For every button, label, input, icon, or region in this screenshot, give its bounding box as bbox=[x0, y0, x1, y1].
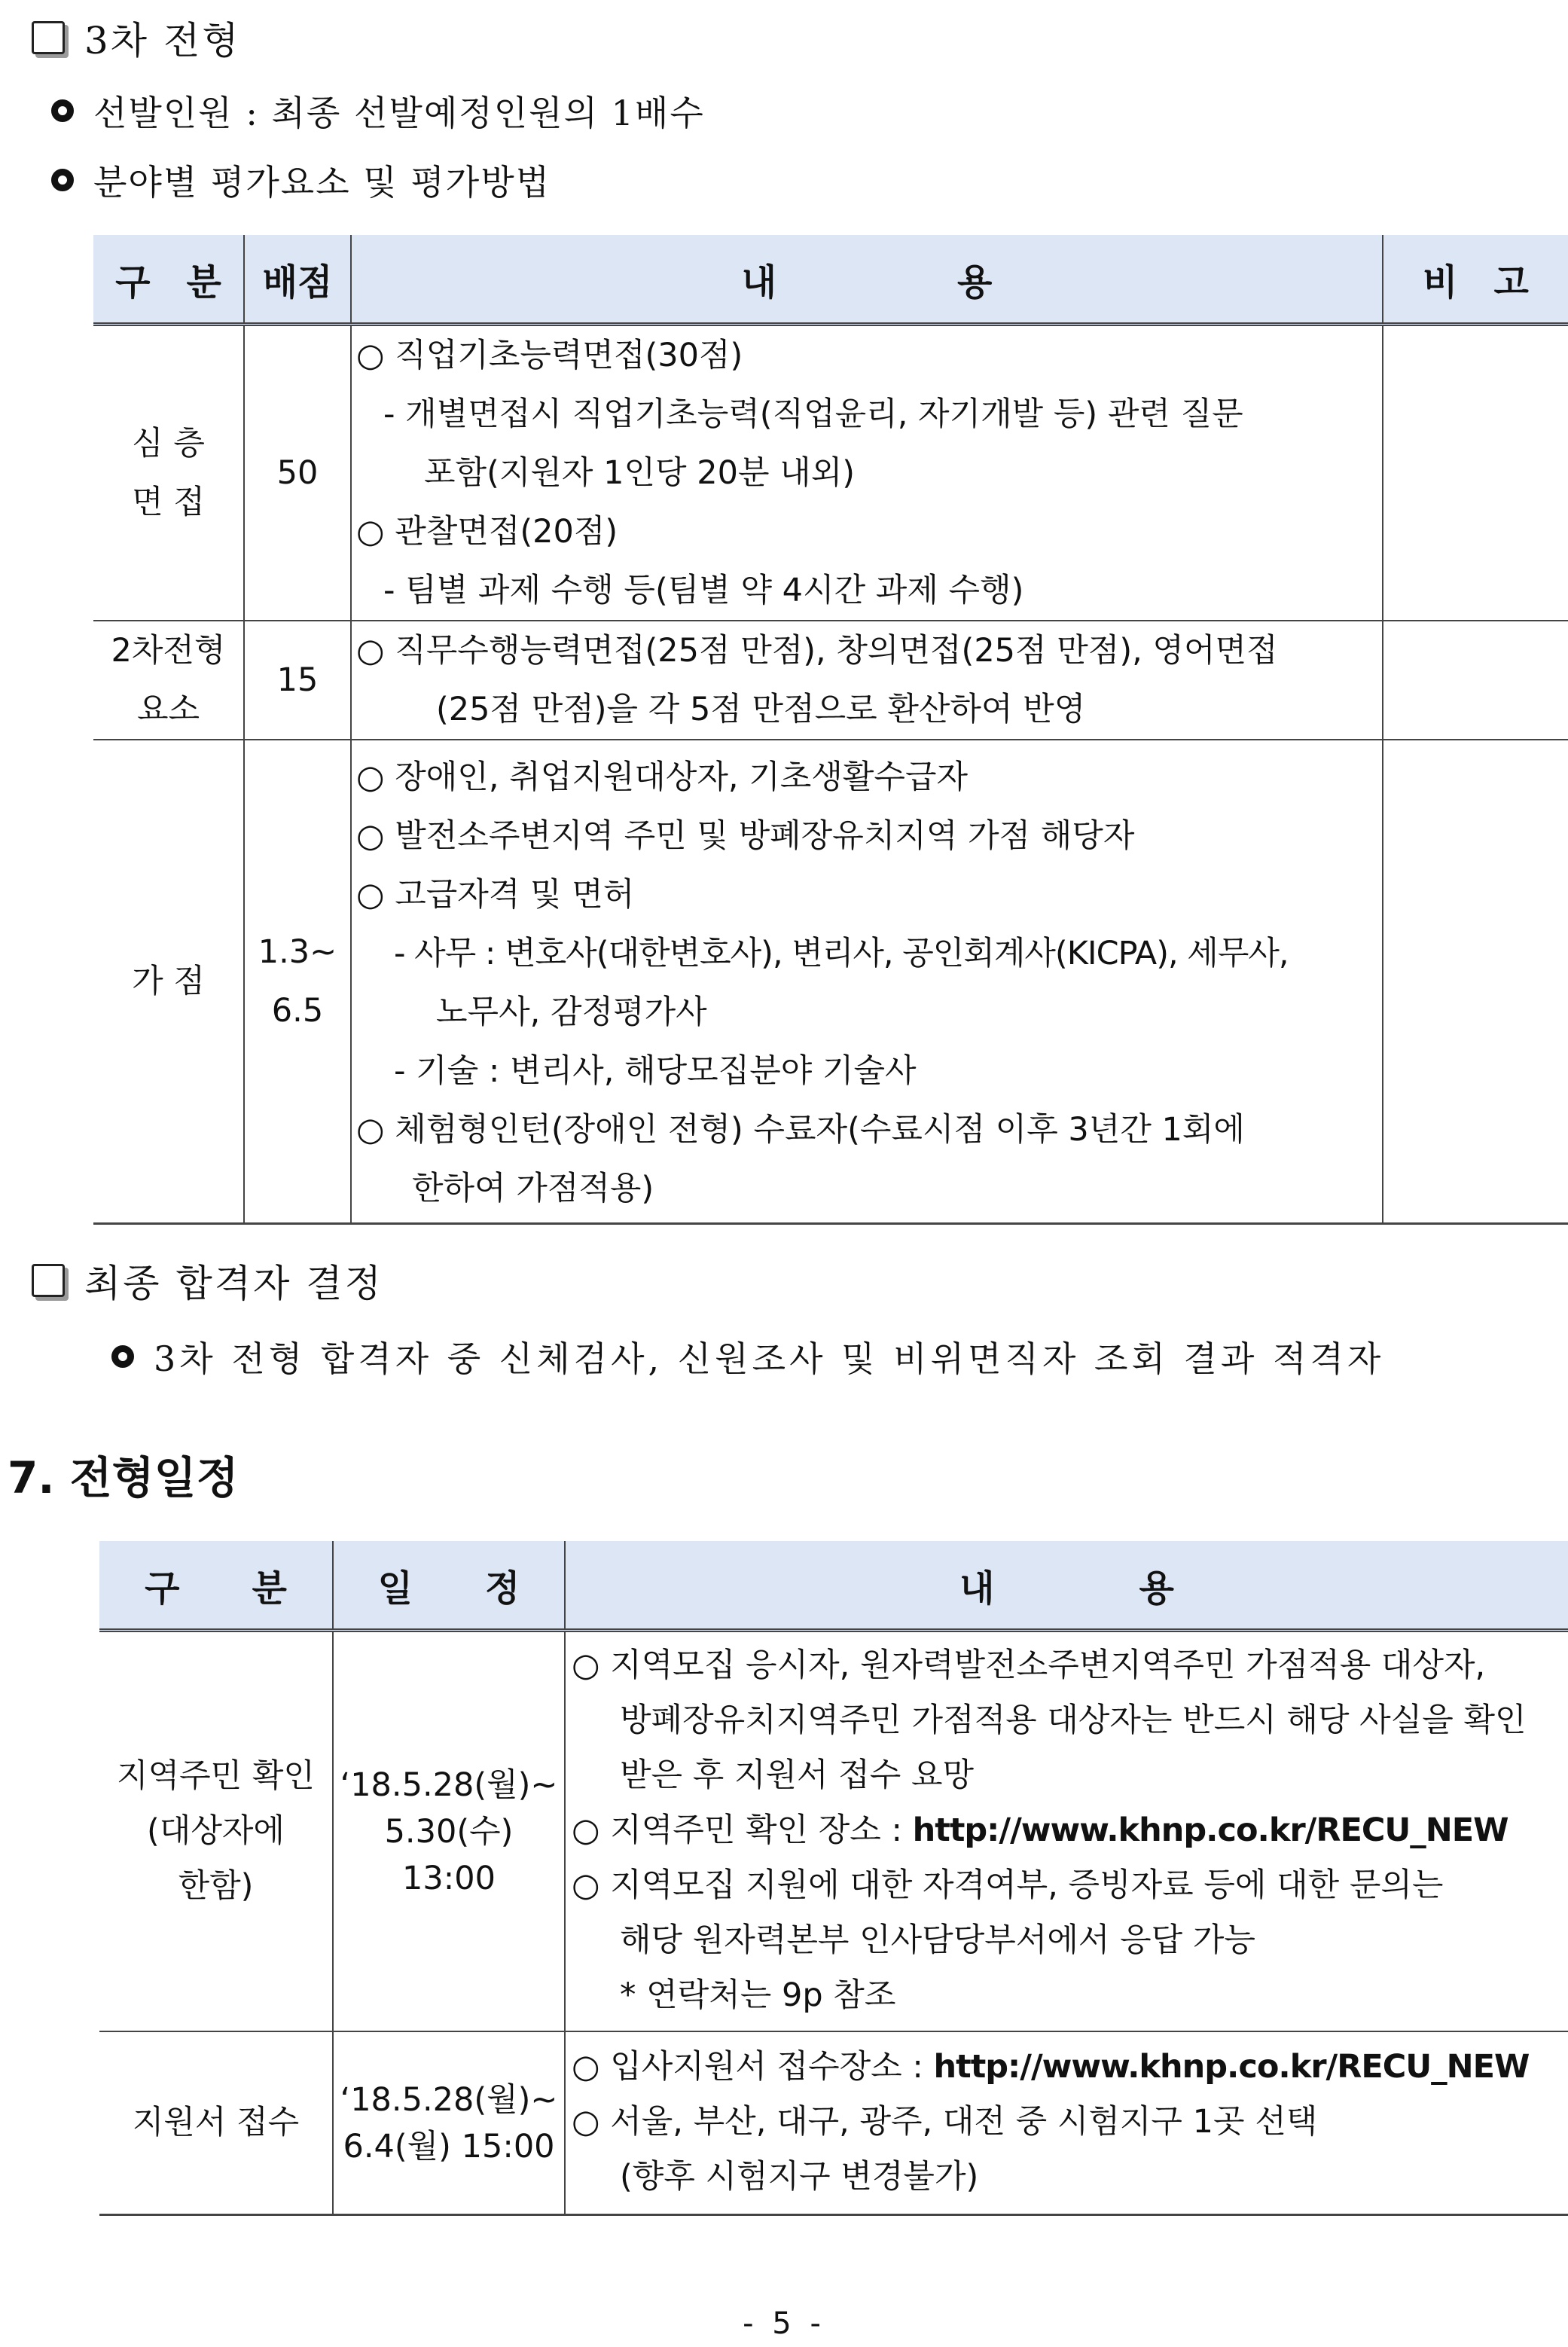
row-label: 지원서 접수 bbox=[99, 2031, 333, 2215]
row-content: ○ 직업기초능력면접(30점) - 개별면접시 직업기초능력(직업윤리, 자기개발 등) 관련 질문 포함(지원자 1인당 20분 내외) ○ 관찰면접(20점) - 팀별 과제 수행 등(팀별 약 4시간 과제 수행) bbox=[351, 325, 1383, 621]
section-heading-final bbox=[32, 1253, 383, 1308]
col-header: 내 용 bbox=[565, 1541, 1568, 1631]
section-title: 최종 합격자 결정 bbox=[84, 1262, 383, 1305]
row-score: 15 bbox=[244, 621, 351, 740]
row-content: ○ 장애인, 취업지원대상자, 기초생활수급자 ○ 발전소주변지역 주민 및 방폐장유치지역 가점 해당자 ○ 고급자격 및 면허 - 사무 : 변호사(대한변호사), 변리사, 공인회계사(KICPA), 세무사, 노무사, 감정평가사 - 기술 : 변리사, 해당모집분야 기술사 ○ 체험형인턴(장애인 전형) 수료자(수료시점 이후 3년간 1회에 한하여 가점적용) bbox=[351, 740, 1383, 1224]
col-header: 배점 bbox=[244, 235, 351, 325]
col-header: 일 정 bbox=[333, 1541, 565, 1631]
table-row bbox=[99, 2031, 1568, 2215]
row-note bbox=[1383, 325, 1568, 621]
table-row bbox=[93, 740, 1568, 1224]
section-title: 3차 전형 bbox=[84, 19, 241, 63]
page-number: - 5 - bbox=[743, 2306, 825, 2341]
url-link[interactable]: http://www.khnp.co.kr/RECU_NEW bbox=[912, 1811, 1509, 1849]
bullet-item-final: 3차 전형 합격자 중 신체검사, 신원조사 및 비위면직자 조회 결과 적격자 bbox=[111, 1332, 1384, 1381]
circle-bullet-icon bbox=[111, 1345, 134, 1368]
section-7-title: 7. 전형일정 bbox=[8, 1452, 239, 1503]
bullet-item-evaluation: 분야별 평가요소 및 평가방법 bbox=[51, 155, 551, 205]
row-label: 지역주민 확인 (대상자에 한함) bbox=[99, 1631, 333, 2032]
schedule-table bbox=[99, 1541, 1568, 2216]
row-date: ‘18.5.28(월)~ 6.4(월) 15:00 bbox=[333, 2031, 565, 2215]
checkbox-bullet-icon bbox=[32, 1264, 65, 1297]
table-header-row bbox=[99, 1541, 1568, 1631]
row-content: ○ 직무수행능력면접(25점 만점), 창의면접(25점 만점), 영어면접 (25점 만점)을 각 5점 만점으로 환산하여 반영 bbox=[351, 621, 1383, 740]
row-label: 2차전형 요소 bbox=[93, 621, 244, 740]
row-content: ○ 지역모집 응시자, 원자력발전소주변지역주민 가점적용 대상자, 방폐장유치지역주민 가점적용 대상자는 반드시 해당 사실을 확인 받은 후 지원서 접수 요망 ○ 지역주민 확인 장소 : http://www.khnp.co.kr/RECU_NEW ○ 지역모집 지원에 대한 자격여부, 증빙자료 등에 대한 문의는 해당 원자력본부 인사담당부서에서 응답 가능 * 연락처는 9p 참조 bbox=[565, 1631, 1568, 2032]
col-header: 비 고 bbox=[1383, 235, 1568, 325]
row-score: 1.3~ 6.5 bbox=[244, 740, 351, 1224]
table-row bbox=[99, 1631, 1568, 2032]
evaluation-table bbox=[93, 235, 1568, 1225]
row-content: ○ 입사지원서 접수장소 : http://www.khnp.co.kr/RECU_NEW ○ 서울, 부산, 대구, 광주, 대전 중 시험지구 1곳 선택 (향후 시험지구 변경불가) bbox=[565, 2031, 1568, 2215]
table-row bbox=[93, 621, 1568, 740]
col-header: 내 용 bbox=[351, 235, 1383, 325]
table-header-row bbox=[93, 235, 1568, 325]
row-note bbox=[1383, 621, 1568, 740]
row-label: 심 층 면 접 bbox=[93, 325, 244, 621]
row-date: ‘18.5.28(월)~ 5.30(수) 13:00 bbox=[333, 1631, 565, 2032]
bullet-item-selection-count: 선발인원 : 최종 선발예정인원의 1배수 bbox=[51, 86, 705, 136]
section-heading-stage3 bbox=[32, 11, 241, 65]
row-note bbox=[1383, 740, 1568, 1224]
checkbox-bullet-icon bbox=[32, 21, 65, 54]
url-link[interactable]: http://www.khnp.co.kr/RECU_NEW bbox=[933, 2048, 1530, 2086]
row-score: 50 bbox=[244, 325, 351, 621]
circle-bullet-icon bbox=[51, 169, 74, 191]
table-row bbox=[93, 325, 1568, 621]
col-header: 구 분 bbox=[99, 1541, 333, 1631]
circle-bullet-icon bbox=[51, 99, 74, 122]
col-header: 구 분 bbox=[93, 235, 244, 325]
row-label: 가 점 bbox=[93, 740, 244, 1224]
